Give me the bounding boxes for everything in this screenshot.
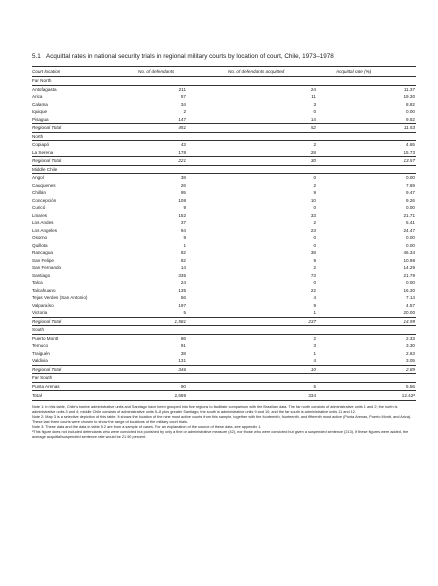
acquitted-cell: 11 [311,94,316,99]
acquitted-cell: 2 [313,335,316,341]
acquittal-rate-cell: 19.30 [403,94,415,99]
court-location-cell: Quillota [32,242,48,248]
table-row [32,219,416,227]
acquitted-cell: 9 [313,190,316,195]
acquitted-cell: 334 [228,391,336,401]
region-header-row [32,77,416,86]
acquitted-cell: 9 [313,302,316,308]
acquitted-cell: 0 [313,109,316,114]
court-location-cell: Valparaíso [32,302,54,308]
table-row [32,342,416,350]
court-location-cell: Talca [32,280,43,285]
table-row [32,85,416,93]
table-row [32,350,416,358]
acquittal-rate-cell: 0.00 [406,235,415,240]
acquitted-cell: 237 [228,317,336,326]
court-location-cell: Puerto Montt [32,335,59,341]
header-acquitted: No. of defendants acquitted [228,67,336,77]
defendants-cell: 147 [178,116,186,122]
court-location-cell: Valdivia [32,358,48,363]
acquitted-cell: 33 [310,212,316,218]
court-location-cell: Pisagua [32,116,49,122]
court-location-cell: Chillán [32,190,47,195]
acquittal-rate-cell: 2.63 [406,350,415,356]
acquitted-cell: 23 [310,227,316,233]
table-row [32,141,416,149]
defendants-cell: 335 [178,272,186,278]
defendants-cell: 91 [180,343,186,348]
region-label: North [32,132,416,141]
acquittal-rate-cell: 24.47 [403,227,415,233]
defendants-cell: 14 [180,265,186,270]
court-location-cell: Osorno [32,235,48,240]
acquittal-rate-cell: 7.69 [406,182,415,188]
court-location-cell: Tejas Verdes (San Antonio) [32,295,88,300]
acquitted-cell: 2 [313,142,316,147]
acquitted-cell: 73 [310,272,316,278]
table-row [32,287,416,295]
defendants-cell: 5 [183,310,186,315]
defendants-cell: 1 [183,242,186,248]
court-location-cell: Temuco [32,343,49,348]
court-location-cell: Victoria [32,310,48,315]
acquittal-rate-cell: 0.00 [406,109,415,114]
acquittal-rate-cell: 12.42ᵃ [336,391,416,401]
acquitted-cell: 1 [313,350,316,356]
acquitted-cell: 0 [313,242,316,248]
defendants-cell: 86 [180,335,186,341]
acquitted-cell: 5 [313,383,316,389]
document-page [32,53,416,440]
acquittal-rate-cell: 11.53 [336,124,416,133]
court-location-cell: Regional Total [32,317,138,326]
acquittal-rate-cell: 4.65 [406,142,415,147]
court-location-cell: Antofagasta [32,86,57,92]
defendants-cell: 37 [180,220,186,225]
table-row [32,272,416,280]
table-note: Note 3: These data and the data in table 5.2 are from a sample of cases. For an explanation of the source of these data, see appendix 1. [32,425,262,429]
court-location-cell: Iquique [32,109,48,114]
acquittal-rate-cell: 0.00 [406,242,415,248]
header-court-location: Court location [32,67,138,77]
court-location-cell: Traiguén [32,350,50,356]
defendants-cell: 82 [180,250,186,255]
court-location-cell: Linares [32,212,48,218]
region-label: Far North [32,77,416,86]
table-row [32,294,416,302]
defendants-cell: 221 [138,157,228,166]
table-row [32,257,416,265]
table-row [32,357,416,365]
acquittal-rate-cell: 9.47 [406,190,415,195]
acquitted-cell: 24 [310,86,316,92]
table-row [32,116,416,124]
defendants-cell: 94 [180,227,186,233]
header-acquittal-rate: Acquittal rate (%) [336,67,416,77]
acquitted-cell: 10 [228,365,336,374]
region-header-row [32,132,416,141]
table-body [32,77,416,401]
acquitted-cell: 10 [310,197,316,203]
court-location-cell: Talcahuano [32,287,56,293]
regional-total-row [32,365,416,374]
table-row [32,149,416,157]
court-location-cell: Cauquenes [32,182,56,188]
court-location-cell: Total [32,391,138,401]
acquittal-rate-cell: 20.00 [403,310,415,315]
court-location-cell: Punta Arenas [32,383,60,389]
acquittal-rate-cell: 0.00 [406,205,415,210]
court-location-cell: Copiapó [32,142,50,147]
table-row [32,204,416,212]
acquittal-rate-cell: 21.79 [403,272,415,278]
table-row [32,249,416,257]
court-location-cell: Calama [32,101,48,107]
region-label: South [32,326,416,335]
region-header-row [32,326,416,335]
defendants-cell: 131 [178,358,186,363]
court-location-cell: Santiago [32,272,51,278]
acquitted-cell: 0 [313,205,316,210]
court-location-cell: San Felipe [32,257,54,263]
acquittal-rate-cell: 15.73 [403,149,415,155]
acquitted-cell: 2 [313,182,316,188]
grand-total-row [32,391,416,401]
acquitted-cell: 4 [313,295,316,300]
acquittal-rate-cell: 13.57 [336,157,416,166]
defendants-cell: 38 [180,350,186,356]
acquittal-rate-cell: 14.29 [403,265,415,270]
table-row [32,242,416,250]
acquitted-cell: 3 [313,101,316,107]
court-location-cell: Los Angeles [32,227,58,233]
defendants-cell: 178 [178,149,186,155]
defendants-cell: 90 [180,383,186,389]
acquittal-rate-cell: 7.14 [406,295,415,300]
table-row [32,101,416,109]
table-row [32,334,416,342]
acquittal-rate-cell: 3.30 [406,343,415,348]
acquittal-rate-cell: 14.99 [336,317,416,326]
court-location-cell: Concepción [32,197,57,203]
acquittal-rate-cell: 0.00 [406,175,415,180]
court-location-cell: Los Andes [32,220,54,225]
acquitted-cell: 52 [228,124,336,133]
court-location-cell: Rancagua [32,250,53,255]
acquittal-rate-cell: 46.34 [403,250,415,255]
court-location-cell: Regional Total [32,124,138,133]
defendants-cell: 82 [180,257,186,263]
defendants-cell: 1,581 [138,317,228,326]
acquittal-rate-cell: 5.56 [406,383,415,389]
acquittal-rate-cell: 9.52 [406,116,415,122]
acquittal-rate-cell: 11.37 [403,86,415,92]
table-row [32,302,416,310]
court-location-cell: Angol [32,175,44,180]
defendants-cell: 451 [138,124,228,133]
defendants-cell: 108 [178,197,186,203]
regional-total-row [32,157,416,166]
table-note: Note 1: In this table, Chile's twelve administrative units and Santiago have been grouped into five regions to facilitate comparison with the Brazilian data. The far north consists of administrative units 1 and 2; the north is administrative units 3 and 4; middle Chile consists of administrative units 5–8 plus greater Santiago; the south is administrative units 9 and 10; and the far south is administrative units 11 and 12. [32,405,398,414]
defendants-cell: 2 [183,109,186,114]
region-label: Far South [32,374,416,383]
acquitted-cell: 4 [313,358,316,363]
defendants-cell: 197 [178,302,186,308]
table-header-row [32,67,416,77]
table-note: Note 2: Map 3 is a selective depiction of this table. It shows the location of the nine most active courts from this sample, together with the fourteenth, fourteenth, and fifteenth most active (Punta Arenas, Puerto Montt, and Arica). These last three courts were chosen to show the range of locations of the military court trials. [32,415,412,424]
acquitted-cell: 28 [310,149,316,155]
acquitted-cell: 9 [313,257,316,263]
defendants-cell: 38 [180,175,186,180]
acquittal-rate-cell: 5.41 [406,220,415,225]
acquitted-cell: 30 [228,157,336,166]
acquittal-rate-cell: 2.33 [406,335,415,341]
table-row [32,197,416,205]
table-row [32,212,416,220]
table-notes [32,405,416,440]
acquitted-cell: 14 [310,116,316,122]
acquitted-cell: 2 [313,220,316,225]
acquitted-cell: 38 [310,250,316,255]
court-location-cell: Arica [32,94,43,99]
acquittal-rate-cell: 3.05 [406,358,415,363]
acquittal-rate-cell: 8.82 [406,101,415,107]
defendants-cell: 9 [183,235,186,240]
table-row [32,108,416,116]
court-location-cell: Regional Total [32,365,138,374]
defendants-cell: 135 [178,287,186,293]
acquitted-cell: 3 [313,343,316,348]
defendants-cell: 24 [180,280,186,285]
defendants-cell: 26 [180,182,186,188]
court-location-cell: La Serena [32,149,54,155]
acquittal-rate-cell: 10.98 [403,257,415,263]
table-row [32,279,416,287]
table-row [32,264,416,272]
regional-total-row [32,317,416,326]
acquittal-rate-cell: 16.30 [403,287,415,293]
defendants-cell: 152 [178,212,186,218]
table-row [32,234,416,242]
defendants-cell: 57 [180,94,186,99]
region-header-row [32,165,416,174]
acquitted-cell: 22 [310,287,316,293]
defendants-cell: 95 [180,190,186,195]
defendants-cell: 56 [180,295,186,300]
acquittal-rate-cell: 9.26 [406,197,415,203]
acquittal-rate-cell: 2.89 [336,365,416,374]
table-row [32,227,416,235]
court-location-cell: Curicó [32,205,46,210]
acquittal-rate-cell: 4.57 [406,302,415,308]
region-header-row [32,374,416,383]
table-caption: Acquittal rates in national security trials in regional military courts by location of court, Chile, 1973–1978 [46,53,334,60]
table-row [32,182,416,190]
defendants-cell: 346 [138,365,228,374]
defendants-cell: 211 [178,86,186,92]
acquittal-rate-cell: 21.71 [403,212,415,218]
table-row [32,174,416,182]
court-location-cell: Regional Total [32,157,138,166]
acquitted-cell: 0 [313,175,316,180]
defendants-cell: 43 [180,142,186,147]
regional-total-row [32,124,416,133]
acquitted-cell: 0 [313,280,316,285]
acquittal-rate-cell: 0.00 [406,280,415,285]
table-row [32,93,416,101]
defendants-cell: 9 [183,205,186,210]
acquitted-cell: 0 [313,235,316,240]
region-label: Middle Chile [32,165,416,174]
header-defendants: No. of defendants [138,67,228,77]
defendants-cell: 2,689 [138,391,228,401]
court-location-cell: San Fernando [32,265,62,270]
table-title [32,53,416,61]
table-row [32,309,416,317]
acquitted-cell: 1 [313,310,316,315]
table-row [32,189,416,197]
defendants-cell: 34 [180,101,186,107]
acquitted-cell: 2 [313,265,316,270]
table-number: 5.1 [32,53,41,60]
table-note: ᵃThis figure does not included defendants who were convicted but punished by only a fine or administrative measure (42), nor those who were convicted but given a suspended sentence (213). If these figures were added, the average acquittal/suspended sentence rate would be 21.90 percent. [32,430,409,439]
table-row [32,382,416,391]
acquittal-rates-table [32,66,416,401]
